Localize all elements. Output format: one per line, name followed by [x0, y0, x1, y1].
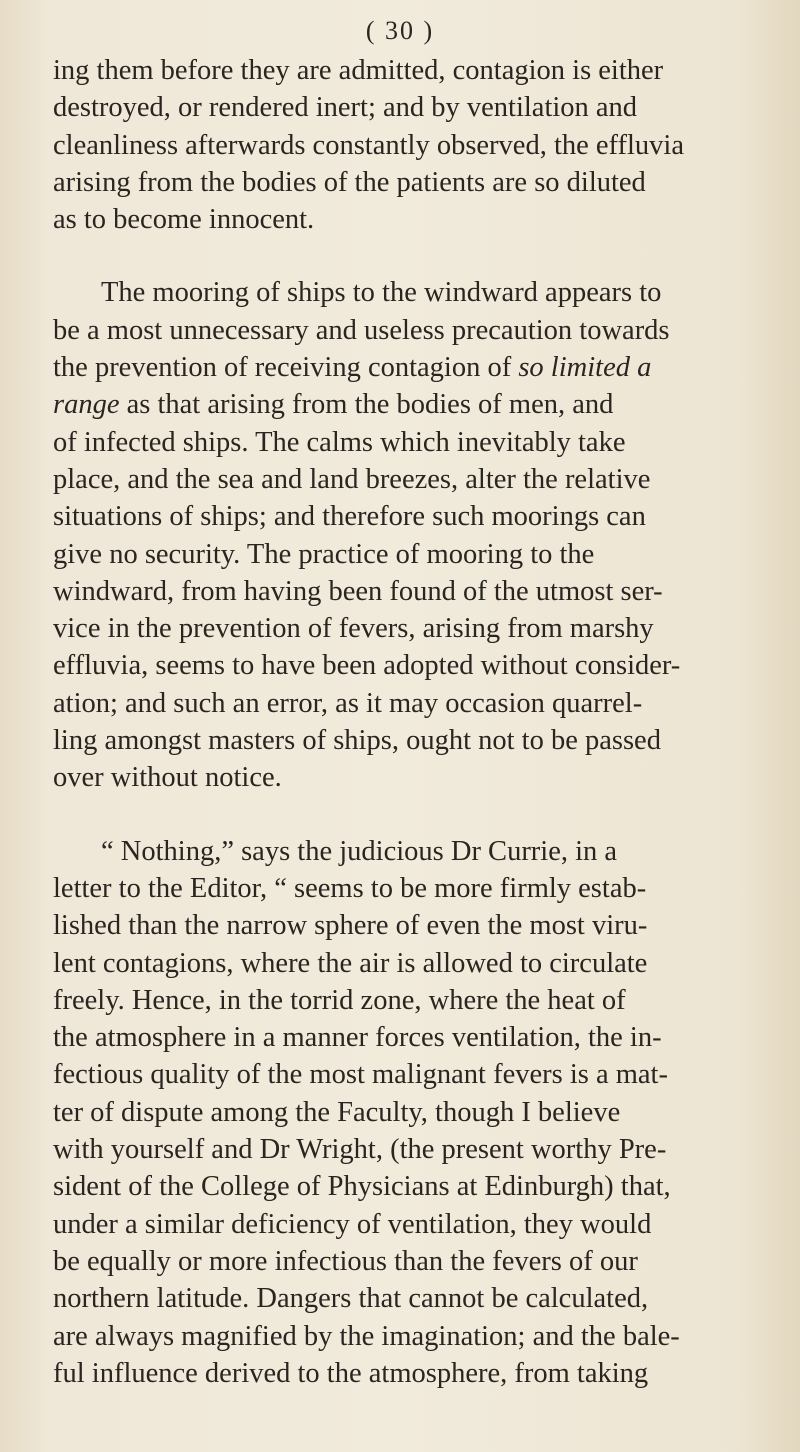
- text-line: effluvia, seems to have been adopted without consider-: [53, 650, 681, 682]
- text-run: as that arising from the bodies of men, and: [119, 389, 614, 421]
- text-line: place, and the sea and land breezes, alter the relative: [53, 463, 651, 495]
- paragraph: [53, 52, 793, 238]
- italic-text: range: [53, 389, 120, 421]
- page-number: ( 30 ): [365, 16, 435, 45]
- paragraph-gap: [53, 238, 793, 274]
- text-line: windward, from having been found of the utmost ser-: [53, 575, 663, 607]
- text-line: the atmosphere in a manner forces ventilation, the in-: [53, 1022, 662, 1054]
- text-line: arising from the bodies of the patients are so diluted: [53, 166, 646, 198]
- text-line: be equally or more infectious than the fevers of our: [53, 1245, 638, 1277]
- body-text: [53, 52, 793, 1392]
- text-line: ter of dispute among the Faculty, though I believe: [53, 1096, 621, 1128]
- text-line: [53, 349, 793, 386]
- text-line: ing them before they are admitted, contagion is either: [53, 55, 664, 86]
- paragraph: [53, 833, 793, 1392]
- text-line: “ Nothing,” says the judicious Dr Currie, in a: [101, 835, 618, 867]
- text-line: over without notice.: [53, 762, 282, 794]
- text-line: lished than the narrow sphere of even the most viru-: [53, 910, 648, 942]
- text-line: destroyed, or rendered inert; and by ventilation and: [53, 92, 638, 124]
- text-line: be a most unnecessary and useless precaution towards: [53, 314, 670, 346]
- text-line: lent contagions, where the air is allowed to circulate: [53, 947, 648, 979]
- text-line: letter to the Editor, “ seems to be more firmly estab-: [53, 872, 647, 904]
- text-line: ful influence derived to the atmosphere, from taking: [53, 1357, 649, 1389]
- text-line: under a similar deficiency of ventilation, they would: [53, 1208, 652, 1240]
- text-line: sident of the College of Physicians at Edinburgh) that,: [53, 1171, 671, 1203]
- paragraph-gap: [53, 797, 793, 833]
- text-line: give no security. The practice of mooring to the: [53, 538, 595, 570]
- text-line: of infected ships. The calms which inevitably take: [53, 426, 626, 458]
- text-line: [53, 386, 793, 423]
- paragraph: [53, 274, 793, 796]
- text-line: ling amongst masters of ships, ought not to be passed: [53, 725, 661, 757]
- text-line: as to become innocent.: [53, 204, 315, 236]
- text-run: the prevention of receiving contagion of: [53, 352, 519, 384]
- text-line: are always magnified by the imagination; and the bale-: [53, 1320, 680, 1352]
- text-line: with yourself and Dr Wright, (the present worthy Pre-: [53, 1134, 667, 1166]
- text-line: vice in the prevention of fevers, arising from marshy: [53, 613, 654, 645]
- text-line: The mooring of ships to the windward appears to: [101, 277, 662, 309]
- italic-text: so limited a: [518, 352, 652, 384]
- text-line: northern latitude. Dangers that cannot be calculated,: [53, 1283, 649, 1315]
- text-line: situations of ships; and therefore such moorings can: [53, 501, 646, 533]
- text-line: fectious quality of the most malignant fevers is a mat-: [53, 1059, 668, 1091]
- text-line: ation; and such an error, as it may occasion quarrel-: [53, 687, 643, 719]
- text-line: freely. Hence, in the torrid zone, where the heat of: [53, 984, 626, 1016]
- text-line: cleanliness afterwards constantly observed, the effluvia: [53, 129, 684, 161]
